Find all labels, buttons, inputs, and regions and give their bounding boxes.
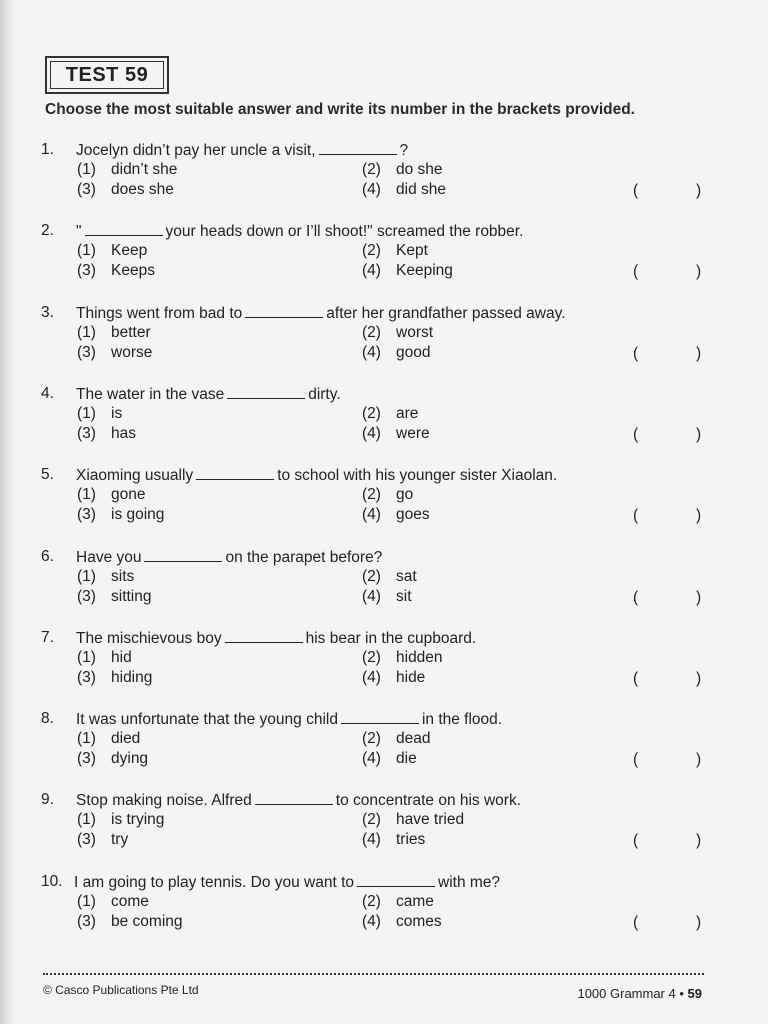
question-stem [76,791,521,810]
stem-before-blank: The mischievous boy [76,630,222,647]
option-text: died [111,730,141,747]
answer-bracket-open[interactable]: ( [633,751,639,768]
question-9 [0,791,768,855]
option-number: (3) [77,913,96,930]
option-number: (4) [362,344,381,361]
answer-blank [255,791,333,805]
option-text: Kept [396,242,428,259]
option-number: (3) [77,425,96,442]
option-text: dying [111,750,149,767]
option-text: hide [396,669,426,686]
option-number: (1) [77,730,96,747]
question-3 [0,304,768,368]
option-number: (1) [77,811,96,828]
option-text: sits [111,568,135,585]
answer-blank [196,466,274,480]
option-text: Keeps [111,262,155,279]
question-stem [76,304,566,323]
answer-blank [85,222,163,236]
question-stem [76,629,476,648]
option-number: (3) [77,181,96,198]
stem-before-blank: Things went from bad to [76,305,243,322]
copyright-notice: © Casco Publications Pte Ltd [43,983,199,997]
answer-bracket-close[interactable]: ) [696,263,702,280]
option-number: (2) [362,730,381,747]
question-number: 8. [41,710,54,727]
option-number: (1) [77,486,96,503]
option-number: (1) [77,568,96,585]
option-number: (3) [77,750,96,767]
answer-bracket-close[interactable]: ) [696,751,702,768]
option-number: (4) [362,913,381,930]
option-text: die [396,750,417,767]
answer-bracket-open[interactable]: ( [633,670,639,687]
option-number: (3) [77,831,96,848]
option-text: didn’t she [111,161,178,178]
option-text: worse [111,344,153,361]
option-number: (2) [362,649,381,666]
stem-after-blank: dirty. [308,386,341,403]
stem-before-blank: " [76,223,82,240]
option-number: (3) [77,506,96,523]
option-text: tries [396,831,426,848]
question-number: 7. [41,629,54,646]
question-stem [74,873,500,892]
option-number: (4) [362,831,381,848]
option-number: (2) [362,324,381,341]
question-6 [0,548,768,612]
option-text: has [111,425,136,442]
answer-bracket-close[interactable]: ) [696,589,702,606]
option-text: sit [396,588,412,605]
question-number: 1. [41,141,54,158]
question-number: 6. [41,548,54,565]
question-number: 9. [41,791,54,808]
book-title: 1000 Grammar 4 • [577,986,684,1001]
stem-before-blank: The water in the vase [76,386,225,403]
option-number: (4) [362,506,381,523]
option-text: came [396,893,434,910]
option-text: try [111,831,129,848]
option-text: do she [396,161,443,178]
option-text: dead [396,730,431,747]
option-text: hidden [396,649,443,666]
option-number: (4) [362,588,381,605]
option-text: go [396,486,414,503]
option-text: come [111,893,149,910]
option-text: gone [111,486,146,503]
option-text: is [111,405,123,422]
stem-after-blank: his bear in the cupboard. [305,630,477,647]
option-text: sat [396,568,417,585]
answer-blank [319,141,397,155]
question-10 [0,873,768,937]
option-number: (1) [77,324,96,341]
answer-bracket-open[interactable]: ( [633,263,639,280]
option-text: does she [111,181,174,198]
answer-bracket-open[interactable]: ( [633,589,639,606]
question-5 [0,466,768,530]
option-number: (4) [362,750,381,767]
question-stem [76,466,557,485]
option-text: did she [396,181,446,198]
option-number: (2) [362,811,381,828]
option-text: worst [396,324,434,341]
test-title: TEST 59 [65,64,149,86]
answer-blank [357,873,435,887]
question-number: 4. [41,385,54,402]
option-number: (2) [362,486,381,503]
option-number: (1) [77,405,96,422]
stem-after-blank: to school with his younger sister Xiaolan. [277,467,558,484]
option-number: (1) [77,649,96,666]
answer-bracket-close[interactable]: ) [696,426,702,443]
option-number: (2) [362,242,381,259]
option-number: (3) [77,344,96,361]
question-stem [76,548,382,567]
answer-blank [245,304,323,318]
option-number: (4) [362,181,381,198]
question-stem [76,385,341,404]
test-title-box [45,56,169,94]
option-text: hid [111,649,132,666]
option-text: is going [111,506,165,523]
stem-after-blank: with me? [438,874,501,891]
option-number: (2) [362,893,381,910]
question-7 [0,629,768,693]
option-text: were [396,425,430,442]
question-8 [0,710,768,774]
stem-before-blank: Jocelyn didn’t pay her uncle a visit, [76,142,316,159]
option-text: be coming [111,913,183,930]
option-text: sitting [111,588,152,605]
question-4 [0,385,768,449]
answer-bracket-open[interactable]: ( [633,345,639,362]
footer-dotted-rule [43,973,704,975]
answer-bracket-close[interactable]: ) [696,182,702,199]
page-footer-label [577,986,702,1001]
answer-bracket-close[interactable]: ) [696,670,702,687]
stem-after-blank: after her grandfather passed away. [326,305,566,322]
option-number: (1) [77,893,96,910]
answer-blank [144,548,222,562]
question-stem [76,710,502,729]
stem-after-blank: to concentrate on his work. [335,792,522,809]
option-text: Keep [111,242,148,259]
stem-after-blank: in the flood. [421,711,503,728]
question-stem [76,222,523,241]
option-number: (2) [362,161,381,178]
option-number: (2) [362,568,381,585]
option-number: (3) [77,669,96,686]
option-text: good [396,344,431,361]
option-number: (2) [362,405,381,422]
answer-bracket-close[interactable]: ) [696,507,702,524]
instruction-text: Choose the most suitable answer and write its number in the brackets provided. [45,101,635,118]
option-text: goes [396,506,430,523]
answer-bracket-open[interactable]: ( [633,832,639,849]
option-number: (1) [77,242,96,259]
option-number: (4) [362,262,381,279]
stem-before-blank: Xiaoming usually [76,467,194,484]
stem-before-blank: Stop making noise. Alfred [76,792,252,809]
option-number: (1) [77,161,96,178]
option-text: is trying [111,811,165,828]
question-stem [76,141,408,160]
answer-blank [225,629,303,643]
question-number: 2. [41,222,54,239]
answer-blank [227,385,305,399]
question-number: 10. [41,873,63,890]
stem-before-blank: It was unfortunate that the young child [76,711,338,728]
page-number: 59 [687,986,702,1001]
stem-before-blank: Have you [76,549,142,566]
stem-before-blank: I am going to play tennis. Do you want to [74,874,355,891]
answer-bracket-close[interactable]: ) [696,832,702,849]
answer-bracket-open[interactable]: ( [633,914,639,931]
option-number: (4) [362,669,381,686]
option-text: are [396,405,419,422]
option-number: (3) [77,262,96,279]
stem-after-blank: your heads down or I’ll shoot!" screamed the robber. [165,223,524,240]
option-number: (3) [77,588,96,605]
question-1 [0,141,768,205]
option-number: (4) [362,425,381,442]
option-text: comes [396,913,442,930]
answer-bracket-open[interactable]: ( [633,507,639,524]
stem-after-blank: ? [399,142,409,159]
option-text: have tried [396,811,465,828]
option-text: better [111,324,151,341]
question-number: 5. [41,466,54,483]
stem-after-blank: on the parapet before? [225,549,383,566]
question-2 [0,222,768,286]
answer-bracket-close[interactable]: ) [696,914,702,931]
answer-bracket-open[interactable]: ( [633,426,639,443]
option-text: hiding [111,669,153,686]
option-text: Keeping [396,262,453,279]
answer-bracket-close[interactable]: ) [696,345,702,362]
question-number: 3. [41,304,54,321]
answer-blank [341,710,419,724]
answer-bracket-open[interactable]: ( [633,182,639,199]
